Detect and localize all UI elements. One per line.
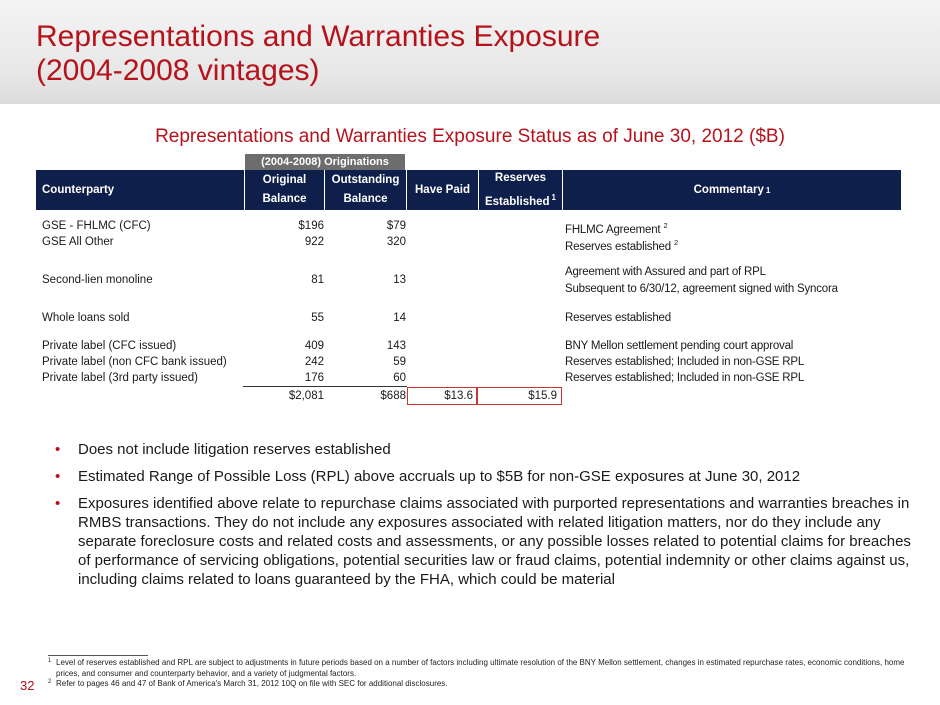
header-counterparty-label: Counterparty [42, 183, 115, 196]
row-counterparty: Second-lien monoline [42, 274, 153, 286]
row-outstanding-balance: 14 [393, 312, 406, 324]
header-outstanding-balance [324, 170, 406, 210]
row-outstanding-balance: 13 [393, 274, 406, 286]
row-counterparty: GSE All Other [42, 236, 114, 248]
header-reserves-line1: Reserves [494, 171, 547, 184]
row-original-balance: 176 [304, 372, 324, 384]
row-commentary [565, 236, 678, 254]
row-commentary-text: FHLMC Agreement [565, 223, 661, 236]
header-original-balance [244, 170, 324, 210]
row-outstanding-balance: 320 [386, 236, 406, 248]
row-original-balance: 922 [304, 236, 324, 248]
table-subtitle: Representations and Warranties Exposure Status as of June 30, 2012 ($B) [155, 126, 785, 147]
bullet-text: Estimated Range of Possible Loss (RPL) above accruals up to $5B for non-GSE exposures at June 30, 2012 [78, 468, 801, 485]
bullet-dot-icon: • [55, 495, 61, 512]
row-original-balance: 409 [304, 340, 324, 352]
row-commentary-footnote: 2 [673, 238, 678, 247]
row-commentary: BNY Mellon settlement pending court approval [565, 340, 794, 352]
bullet-item [55, 467, 915, 486]
row-outstanding-balance: $79 [386, 220, 406, 232]
bullet-dot-icon: • [55, 468, 61, 485]
row-commentary-text: Reserves established [565, 240, 671, 253]
header-commentary-label: Commentary [693, 183, 764, 196]
row-commentary-line-2: Subsequent to 6/30/12, agreement signed with Syncora [565, 283, 838, 295]
bullet-item [55, 494, 915, 589]
row-commentary: Reserves established; Included in non-GSE RPL [565, 372, 805, 384]
row-commentary: Reserves established [565, 312, 671, 324]
total-have-paid: $13.6 [444, 390, 473, 402]
footnote-marker: 1 [48, 658, 52, 664]
row-counterparty: GSE - FHLMC (CFC) [42, 220, 151, 232]
total-original-balance: $2,081 [288, 390, 324, 402]
page-number: 32 [20, 678, 35, 693]
title-line-2: (2004-2008 vintages) [36, 54, 320, 87]
footnote-text: Refer to pages 46 and 47 of Bank of America's March 31, 2012 10Q on file with SEC for additional disclosures. [56, 679, 448, 688]
header-counterparty [36, 170, 244, 210]
footnote-marker: 2 [48, 679, 52, 685]
footnotes [48, 658, 908, 690]
footnote-2 [48, 679, 908, 690]
row-commentary [565, 219, 667, 237]
row-outstanding-balance: 143 [386, 340, 406, 352]
row-counterparty: Private label (non CFC bank issued) [42, 356, 227, 368]
originations-group-header: (2004-2008) Originations [245, 154, 405, 170]
row-commentary: Agreement with Assured and part of RPL [565, 266, 766, 278]
header-have-paid [406, 170, 478, 210]
row-original-balance: 55 [311, 312, 324, 324]
row-counterparty: Private label (3rd party issued) [42, 372, 198, 384]
bullet-dot-icon: • [55, 441, 61, 458]
row-counterparty: Whole loans sold [42, 312, 130, 324]
row-original-balance: 242 [304, 356, 324, 368]
row-original-balance: 81 [311, 274, 324, 286]
header-commentary-footnote: 1 [765, 185, 771, 195]
row-commentary-footnote: 2 [663, 221, 668, 230]
slide-title [36, 20, 600, 88]
header-outstanding-line1: Outstanding [331, 174, 400, 186]
row-original-balance: $196 [298, 220, 324, 232]
key-points-list [55, 440, 915, 597]
header-have-paid-label: Have Paid [415, 183, 470, 196]
footnote-1 [48, 658, 908, 679]
total-outstanding-balance: $688 [380, 390, 406, 402]
row-commentary: Reserves established; Included in non-GSE RPL [565, 356, 805, 368]
footnote-divider [48, 655, 148, 656]
bullet-text: Exposures identified above relate to repurchase claims associated with purported representations and warranties breaches in RMBS transactions. They do not include any exposures associated with related litigation matters, nor do they include any separate foreclosure costs and related costs and assessments, or any possible losses related to potential claims for breaches of performance of servicing obligations, potential securities law or fraud claims, potential indemnity or other claims against us, including claims related to loans guaranteed by the FHA, which could be material [78, 495, 911, 588]
bullet-item [55, 440, 915, 459]
row-counterparty: Private label (CFC issued) [42, 340, 177, 352]
header-reserves-line2: Established [484, 195, 550, 208]
header-reserves-established [478, 170, 562, 210]
bullet-text: Does not include litigation reserves established [78, 441, 391, 458]
title-line-1: Representations and Warranties Exposure [36, 20, 601, 53]
total-reserves-established: $15.9 [528, 390, 557, 402]
header-commentary [562, 170, 901, 210]
footnote-text: Level of reserves established and RPL are subject to adjustments in future periods based on a number of factors including ultimate resolution of the BNY Mellon settlement, changes in estimated repurchase rates, economic conditions, home prices, and consumer and counterparty behavior, and a variety of judgmental factors. [56, 658, 905, 678]
header-original-line2: Balance [262, 193, 307, 205]
row-outstanding-balance: 59 [393, 356, 406, 368]
header-original-line1: Original [262, 174, 307, 186]
table-header-row [36, 170, 901, 210]
header-outstanding-line2: Balance [343, 193, 388, 205]
header-reserves-footnote: 1 [551, 192, 556, 202]
row-outstanding-balance: 60 [393, 372, 406, 384]
